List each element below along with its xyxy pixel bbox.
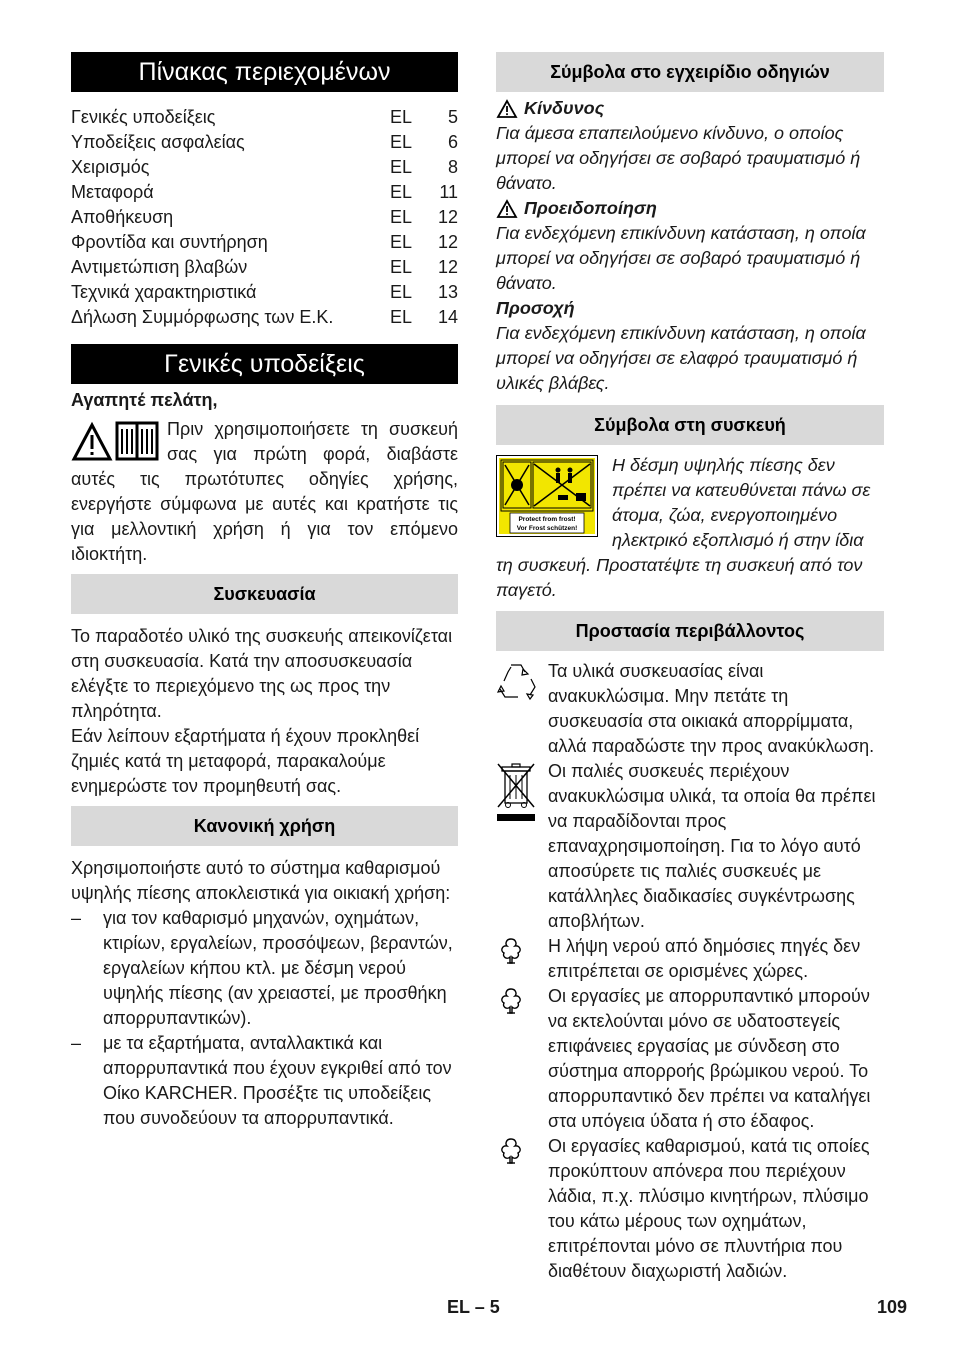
- footer-dash: –: [474, 1297, 485, 1317]
- toc-entry-title: Αντιμετώπιση βλαβών: [71, 257, 248, 277]
- greeting: Αγαπητέ πελάτη,: [71, 390, 218, 410]
- packaging-heading: Συσκευασία: [71, 574, 458, 614]
- toc-entry-lang: EL: [390, 182, 413, 202]
- warning-manual-icon: [71, 417, 163, 465]
- environment-tree-icon: [496, 1136, 526, 1166]
- detergent-work-item: [496, 984, 884, 1134]
- danger-text: Για άμεσα επαπειλούμενο κίνδυνο, ο οποίος μπορεί να οδηγήσει σε σοβαρό τραυματισμό ή θάνατο.: [496, 123, 861, 193]
- toc-row[interactable]: [71, 155, 458, 180]
- toc-entry-title: Γενικές υποδείξεις: [71, 107, 216, 127]
- toc-entry-title: Χειρισμός: [71, 157, 150, 177]
- normal-use-heading: Κανονική χρήση: [71, 806, 458, 846]
- toc-heading: Πίνακας περιεχομένων: [71, 52, 458, 92]
- footer-section: EL: [447, 1297, 470, 1317]
- list-item: – για τον καθαρισμό μηχανών, οχημάτων, κτιρίων, εργαλείων, προσόψεων, βεραντών, εργαλείων κήπου κτλ. με δέσμη νερού υψηλής πίεσης (αν χρειαστεί, με προσθήκη απορρυπαντικών).: [71, 908, 453, 1028]
- warning-heading: [496, 196, 884, 221]
- packaging-p2: Εάν λείπουν εξαρτήματα ή έχουν προκληθεί ζημιές κατά τη μεταφορά, παρακαλούμε ενημερώστε τον προμηθευτή σας.: [71, 726, 420, 796]
- toc-row[interactable]: [71, 180, 458, 205]
- caution-title: Προσοχή: [496, 298, 575, 318]
- old-devices-item: [496, 759, 884, 934]
- table-of-contents: [71, 105, 458, 330]
- warning-triangle-icon: [496, 99, 518, 119]
- environment-tree-icon: [496, 936, 526, 966]
- old-devices-text: Οι παλιές συσκευές περιέχουν ανακυκλώσιμα υλικά, τα οποία θα πρέπει να παραδίδονται προς επαναχρησιμοποίηση. Για το λόγο αυτό αποσύρετε τις παλιές συσκευές με κατάλληλες διαδικασίες συγκέντρωσης αποβλήτων.: [548, 761, 876, 931]
- toc-entry-lang: EL: [390, 257, 413, 277]
- warning-triangle-icon: [496, 199, 518, 219]
- toc-entry-lang: EL: [390, 282, 413, 302]
- warning-text: Για ενδεχόμενη επικίνδυνη κατάσταση, η οποία μπορεί να οδηγήσει σε σοβαρό τραυματισμό ή θάνατο.: [496, 223, 866, 293]
- toc-entry-page: 12: [437, 257, 458, 277]
- toc-entry-lang: EL: [390, 207, 413, 227]
- device-label-line2: Vor Frost schützen!: [516, 525, 578, 532]
- device-label-line1: Protect from frost!: [518, 516, 576, 523]
- toc-row[interactable]: [71, 305, 458, 330]
- toc-entry-title: Μεταφορά: [71, 182, 154, 202]
- toc-row[interactable]: [71, 230, 458, 255]
- toc-entry-page: 12: [437, 232, 458, 252]
- symbols-device-heading: Σύμβολα στη συσκευή: [496, 405, 884, 445]
- toc-entry-lang: EL: [390, 107, 413, 127]
- recycle-item: [496, 659, 884, 759]
- normal-use-list: [71, 906, 458, 1131]
- toc-entry-page: 6: [447, 132, 458, 152]
- toc-entry-page: 8: [447, 157, 458, 177]
- footer-section-page: 5: [489, 1297, 500, 1317]
- symbols-manual-heading: Σύμβολα στο εγχειρίδιο οδηγιών: [496, 52, 884, 92]
- right-column: [496, 52, 884, 1284]
- oil-work-item: [496, 1134, 884, 1284]
- intro-text: Πριν χρησιμοποιήσετε τη συσκευή σας για πρώτη φορά, διαβάστε αυτές τις πρωτότυπες οδηγίες χρήσης, ενεργήστε σύμφωνα με αυτές και κρατήστε τις για μελλοντική χρήση ή για τον επόμενο ιδιοκτήτη.: [71, 419, 458, 564]
- recycle-icon: [496, 661, 538, 701]
- toc-entry-title: Υποδείξεις ασφαλείας: [71, 132, 245, 152]
- toc-entry-page: 5: [447, 107, 458, 127]
- toc-entry-title: Δήλωση Συμμόρφωσης των Ε.Κ.: [71, 307, 334, 327]
- toc-entry-lang: EL: [390, 232, 413, 252]
- device-safety-label-icon: [496, 455, 598, 537]
- oil-work-text: Οι εργασίες καθαρισμού, κατά τις οποίες προκύπτουν απόνερα που περιέχουν λάδια, π.χ. πλύσιμο κινητήρων, πλύσιμο του κάτω μέρους των οχημάτων, επιτρέπονται μόνο σε πλυντήρια που διαθέτουν διαχωριστή λαδιών.: [548, 1136, 870, 1281]
- toc-entry-page: 14: [437, 307, 458, 327]
- warning-title: Προειδοποίηση: [524, 198, 657, 218]
- toc-entry-title: Τεχνικά χαρακτηριστικά: [71, 282, 257, 302]
- water-public-text: Η λήψη νερού από δημόσιες πηγές δεν επιτρέπεται σε ορισμένες χώρες.: [548, 936, 861, 981]
- danger-heading: [496, 96, 884, 121]
- caution-text: Για ενδεχόμενη επικίνδυνη κατάσταση, η οποία μπορεί να οδηγήσει σε ελαφρό τραυματισμό ή υλικές βλάβες.: [496, 323, 866, 393]
- device-symbol-block: [496, 453, 884, 603]
- toc-entry-lang: EL: [390, 157, 413, 177]
- toc-row[interactable]: [71, 205, 458, 230]
- toc-row[interactable]: [71, 105, 458, 130]
- normal-use-intro: Χρησιμοποιήστε αυτό το σύστημα καθαρισμού υψηλής πίεσης αποκλειστικά για οικιακή χρήση:: [71, 858, 451, 903]
- detergent-work-text: Οι εργασίες με απορρυπαντικό μπορούν να εκτελούνται μόνο σε υδατοστεγείς επιφάνειες εργασίας με σύνδεση στο σύστημα απορροής βρώμικου νερού. Το απορρυπαντικό δεν πρέπει να καταλήγει στα υπόγεια ύδατα ή στο έδαφος.: [548, 986, 871, 1131]
- intro-block: [71, 417, 458, 567]
- toc-row[interactable]: [71, 280, 458, 305]
- toc-entry-page: 13: [437, 282, 458, 302]
- toc-entry-title: Φροντίδα και συντήρηση: [71, 232, 268, 252]
- toc-row[interactable]: [71, 255, 458, 280]
- environment-tree-icon: [496, 986, 526, 1016]
- list-item: – με τα εξαρτήματα, ανταλλακτικά και απορρυπαντικά που έχουν εγκριθεί από τον Οίκο KARCHER. Προσέξτε τις υποδείξεις που συνοδεύουν τα απορρυπαντικά.: [71, 1033, 452, 1128]
- water-public-item: [496, 934, 884, 984]
- recycle-text: Τα υλικά συσκευασίας είναι ανακυκλώσιμα. Μην πετάτε τη συσκευασία στα οικιακά απορρίμματα, αλλά παραδώστε την προς ανακύκλωση.: [548, 661, 875, 756]
- toc-entry-lang: EL: [390, 132, 413, 152]
- packaging-p1: Το παραδοτέο υλικό της συσκευής απεικονίζεται στη συσκευασία. Κατά την αποσυσκευασία ελέγξτε το περιεχόμενο της ως προς την πληρότητα.: [71, 626, 453, 721]
- environment-heading: Προστασία περιβάλλοντος: [496, 611, 884, 651]
- page-number: 109: [877, 1297, 908, 1317]
- toc-entry-page: 12: [437, 207, 458, 227]
- device-symbol-text: Η δέσμη υψηλής πίεσης δεν πρέπει να κατευθύνεται πάνω σε άτομα, ζώα, ενεργοποιημένο ηλεκτρικό εξοπλισμό ή στην ίδια τη συσκευή. Προστατέψτε τη συσκευή από τον παγετό.: [496, 455, 871, 600]
- toc-entry-title: Αποθήκευση: [71, 207, 174, 227]
- toc-row[interactable]: [71, 130, 458, 155]
- general-heading: Γενικές υποδείξεις: [71, 344, 458, 384]
- crossed-bin-icon: [496, 761, 536, 823]
- left-column: [71, 52, 458, 1131]
- toc-entry-page: 11: [439, 182, 458, 202]
- danger-title: Κίνδυνος: [524, 98, 605, 118]
- footer-section-label: [447, 1297, 500, 1318]
- toc-entry-lang: EL: [390, 307, 413, 327]
